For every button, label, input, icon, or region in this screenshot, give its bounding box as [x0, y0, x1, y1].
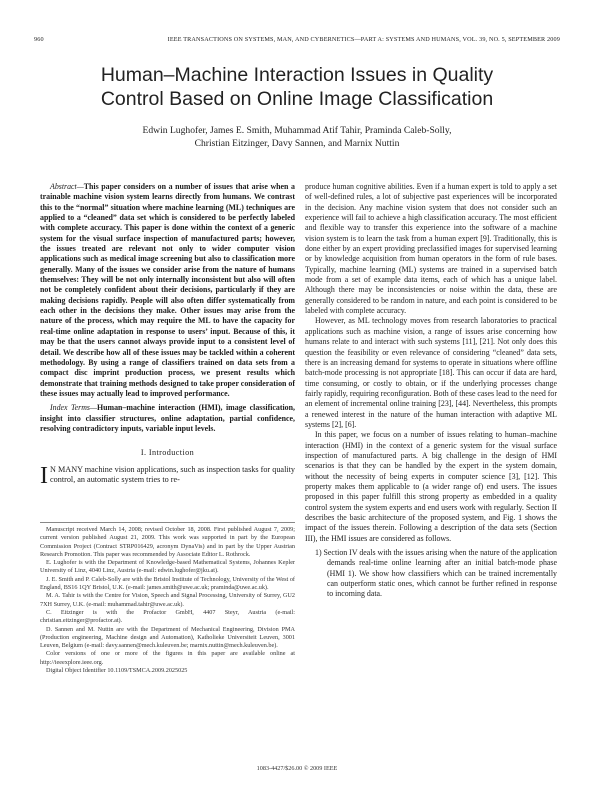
footnote-eitzinger: C. Eitzinger is with the Profactor GmbH, 4407 Steyr, Austria (e-mail: christian.eitzinger@profactor.at). — [40, 608, 295, 625]
intro-text: N MANY machine vision applications, such as inspection tasks for quality control, an automatic system tries to re- — [50, 464, 295, 485]
abstract-text: This paper considers on a number of issues that arise when a trainable machine vision system learns directly from humans. We contrast this to the “normal” situation where machine learning (ML) techniques are applied to a “cleaned” data set which is considered to be perfectly labeled with complete accuracy. This paper is done within the context of a generic system for the visual surface inspection of manufactured parts; however, the issues treated are relevant not only to wider computer vision applications such as medical image screening but also to classification more generally. Many of the issues we consider arise from the nature of humans themselves: They will be not only internally inconsistent but also will often not be completely confident about their decisions, particularly if they are making decisions rapidly. People will also often differ systematically from each other in the decisions they make. Other issues may arise from the nature of the process, which may require the ML to have the capacity for real-time online adaptation in response to users’ input. Because of this, it may be that the users cannot always provide input to a consistent level of detail. We describe how all of these issues may be tackled within a coherent methodology. By using a range of classifiers trained on data sets from a compact disc imprint production process, we present results which demonstrate that training methods designed to take proper consideration of these issues may actually lead to improved performance. — [40, 182, 295, 398]
footnote-doi: Digital Object Identifier 10.1109/TSMCA.2009.2025025 — [46, 667, 188, 675]
copyright-line: 1083-4427/$26.00 © 2009 IEEE — [256, 765, 338, 772]
right-paragraph-3: In this paper, we focus on a number of issues relating to human–machine interaction (HMI) in the context of a generic system for the visual surface inspection of manufactured parts. A big challenge in the design of HMI scenarios is that they can be handled by the expert in the system domain, without the necessity of being experts in computer science [3], [12]. This property makes them applicable to (a wider range of) end users. The issues proposed in this paper fulfill this strong property as embedded in a quality control system the system experts and end users work with regularly. Section II describes the basic architecture of the proposed system, and Fig. 1 shows the impact of the issues therein. Following a description of the data sets (Section III), the HMI issues are considered as follows. — [305, 430, 557, 543]
title-line-1: Human–Machine Interaction Issues in Quality — [100, 64, 494, 86]
list-item: 1) Section IV deals with the issues arising when the nature of the application demands real-time online learning after an initial batch-mode phase (HMI 1). We show how classifiers which can be trained incrementally can outperform static ones, which cannot be further refined in response to incoming data. — [315, 548, 557, 599]
authors-line-1: Edwin Lughofer, James E. Smith, Muhammad Atif Tahir, Praminda Caleb-Solly, — [142, 125, 452, 136]
authors-line-2: Christian Eitzinger, Davy Sannen, and Marnix Nuttin — [194, 138, 400, 149]
footnote-sannen-nuttin: D. Sannen and M. Nuttin are with the Department of Mechanical Engineering, Division PMA (Production engineering, Machine design and Automation), Katholieke Universiteit Leuven, 3001 Leuven, Belgium (e-mail: davy.sannen@mech.kuleuven.be; marnix.nuttin@mech.kuleuven.be). — [40, 625, 295, 650]
index-terms-text: Human–machine interaction (HMI), image classification, insight into classifier structures, online adaptation, partial confidence, resolving contradictory inputs, variable input levels. — [40, 403, 295, 433]
abstract-lead: Abstract— — [50, 182, 84, 191]
right-paragraph-1: produce human cognitive abilities. Even if a human expert is told to apply a set of well-defined rules, a lot of subjective past experiences will be incorporated in the decision. Any machine vision system that does not consider such an experience will fail to achieve a high classification accuracy. The most efficient and flexible way to transfer this experience into the software of a machine vision system is to learn the task from a human expert [9]. Traditionally, this is done either by an expert providing preclassified images for supervised learning or by knowledge acquisition from human operators in the form of rule bases. Typically, machine learning (ML) systems are trained in a supervised batch mode from a set of example data items, each of which has a unique label. Although there may be inconsistencies or noise within the data, these are generally considered to be random in nature, and each point is considered to be labeled with complete accuracy. — [305, 182, 557, 316]
footnote-lughofer: E. Lughofer is with the Department of Knowledge-based Mathematical Systems, Johannes Kepler University of Linz, 4040 Linz, Austria (e-mail: edwin.lughofer@jku.at). — [40, 559, 295, 575]
index-terms — [40, 403, 295, 434]
title-line-2: Control Based on Online Image Classification — [100, 88, 494, 110]
footnote-smith-caleb-solly: J. E. Smith and P. Caleb-Solly are with the Bristol Institute of Technology, University of the West of England, BS16 1QY Bristol, U.K. (e-mail: james.smith@uwe.ac.uk; praminda@uwe.ac.uk). — [40, 575, 295, 592]
paper-title — [40, 63, 554, 111]
intro-paragraph — [40, 462, 295, 489]
running-head — [34, 36, 560, 46]
footnote-tahir: M. A. Tahir is with the Centre for Vision, Speech and Signal Processing, University of Surrey, GU2 7XH Surrey, U.K. (e-mail: muhammad.tahir@uwe.ac.uk). — [40, 592, 295, 608]
section-heading-introduction: I. Introduction — [140, 448, 195, 458]
drop-cap: I — [40, 462, 48, 489]
index-terms-lead: Index Terms— — [50, 403, 98, 413]
right-paragraph-2: However, as ML technology moves from research laboratories to practical applications such as machine vision, a range of issues arise concerning how humans relate to and interact with such systems [11], [21]. Not only does this question the feasibility or even relevance of considering “cleaned” data sets, there is an increasing demand for systems to operate in situations where offline batch-mode processing is not appropriate [18]. This can occur if data are hard, time consuming, or costly to obtain, or if the underlying processes change fairly rapidly, requiring reconfiguration. Both of these cases lead to the need for an element of incremental online training [23], [44]. Nevertheless, this prompts a renewed interest in the nature of the human interaction with adaptive ML systems [2], [6]. — [305, 316, 557, 429]
footnote-manuscript: Manuscript received March 14, 2008; revised October 18, 2008. First published August 7, 2009; current version published August 21, 2009. This work was supported in part by the European Commission Project (Contract STRP016429, acronym DynaVis) and in part by the Upper Austrian Research Promotion. This paper was recommended by Associate Editor L. Rothrock. — [40, 526, 295, 558]
journal-header: IEEE TRANSACTIONS ON SYSTEMS, MAN, AND CYBERNETICS—PART A: SYSTEMS AND HUMANS, VOL. 39, NO. 5, SEPTEMBER 2009 — [167, 36, 560, 43]
footnotes — [40, 522, 295, 675]
right-column — [305, 182, 557, 600]
footnote-color-versions: Color versions of one or more of the figures in this paper are available online at http://ieeexplore.ieee.org. — [40, 650, 295, 666]
abstract — [40, 182, 295, 399]
author-list — [60, 124, 534, 150]
page-number: 960 — [34, 36, 44, 43]
left-column — [40, 182, 295, 489]
